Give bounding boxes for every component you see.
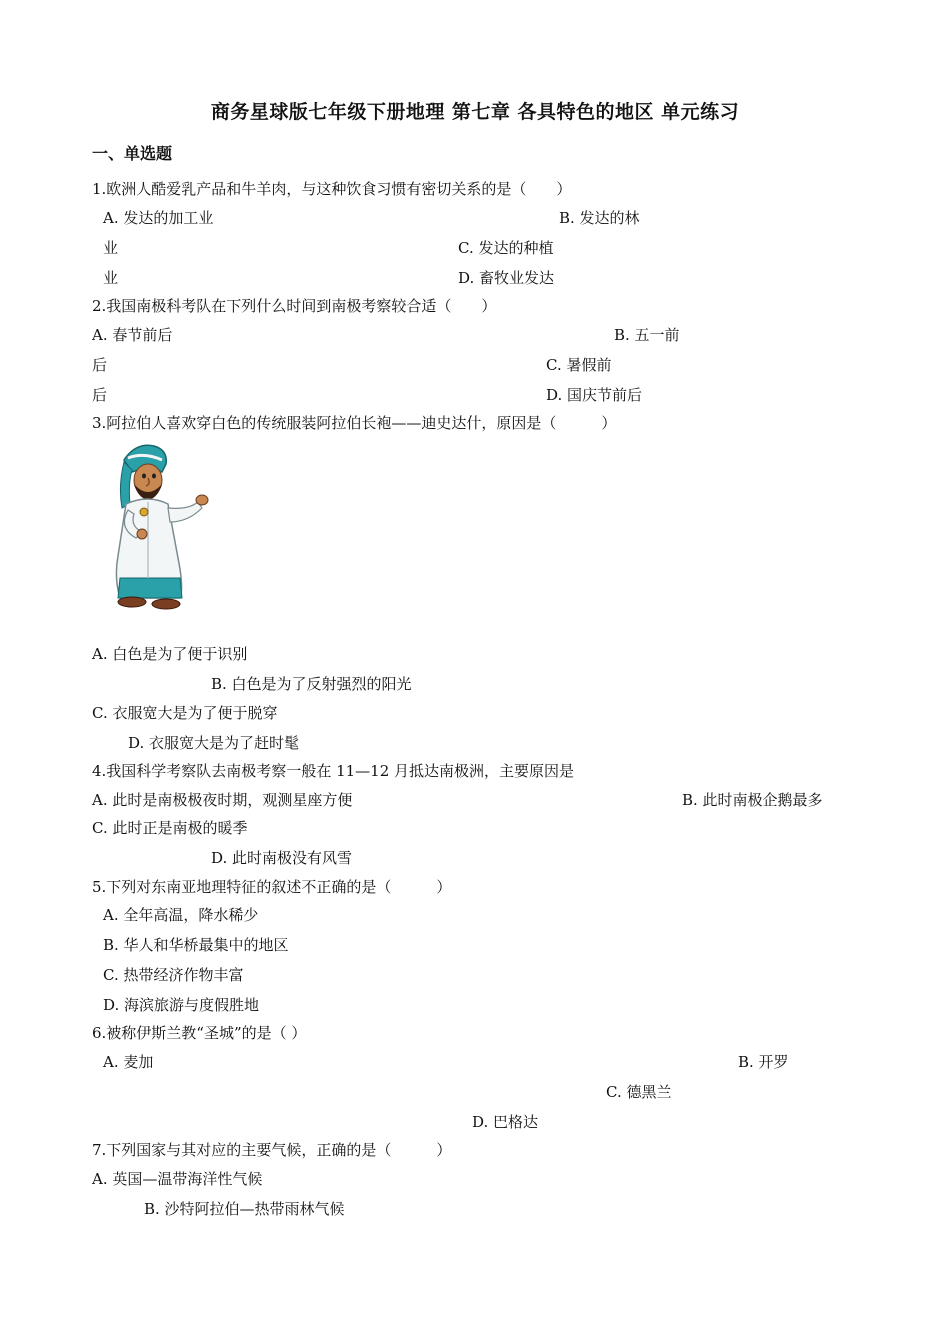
question-1-option-b: B. 发达的林 [559,209,640,227]
question-4-stem: 4.我国科学考察队去南极考察一般在 11—12 月抵达南极洲，主要原因是 [92,762,575,780]
question-4-option-b: B. 此时南极企鹅最多 [682,791,823,809]
question-1-option-b-wrap: 业 [103,239,119,257]
question-4-option-a: A. 此时是南极极夜时期，观测星座方便 [92,791,353,809]
question-1-option-c-wrap: 业 [103,269,119,287]
question-5-option-d: D. 海滨旅游与度假胜地 [103,996,260,1014]
question-3-option-b: B. 白色是为了反射强烈的阳光 [211,675,412,693]
question-6-option-a: A. 麦加 [103,1053,154,1071]
question-3-option-a: A. 白色是为了便于识别 [92,645,248,663]
question-7-stem: 7.下列国家与其对应的主要气候，正确的是（ ） [92,1141,452,1159]
question-5-option-b: B. 华人和华桥最集中的地区 [103,936,289,954]
question-6-option-d: D. 巴格达 [472,1113,539,1131]
page-title: 商务星球版七年级下册地理 第七章 各具特色的地区 单元练习 [210,101,740,123]
question-2-option-c: C. 暑假前 [546,356,612,374]
question-3-option-c: C. 衣服宽大是为了便于脱穿 [92,704,278,722]
question-5-stem: 5.下列对东南亚地理特征的叙述不正确的是（ ） [92,878,452,896]
arab-man-illustration [88,438,218,613]
question-2-option-d: D. 国庆节前后 [546,386,643,404]
question-2-stem: 2.我国南极科考队在下列什么时间到南极考察较合适（ ） [92,297,497,315]
question-1-stem: 1.欧洲人酷爱乳产品和牛羊肉，与这种饮食习惯有密切关系的是（ ） [92,180,572,198]
question-6-option-c: C. 德黑兰 [606,1083,672,1101]
question-5-option-a: A. 全年高温，降水稀少 [103,906,259,924]
question-6-stem: 6.被称伊斯兰教“圣城”的是（ ） [92,1024,307,1042]
question-3-stem: 3.阿拉伯人喜欢穿白色的传统服装阿拉伯长袍——迪史达什，原因是（ ） [92,414,617,432]
question-5-option-c: C. 热带经济作物丰富 [103,966,244,984]
question-2-option-a: A. 春节前后 [92,326,173,344]
question-2-option-b: B. 五一前 [614,326,680,344]
question-7-option-b: B. 沙特阿拉伯—热带雨林气候 [144,1200,345,1218]
question-1-option-a: A. 发达的加工业 [103,209,214,227]
question-3-option-d: D. 衣服宽大是为了赶时髦 [128,734,300,752]
question-1-option-d: D. 畜牧业发达 [458,269,555,287]
question-6-option-b: B. 开罗 [738,1053,789,1071]
question-2-option-c-wrap: 后 [92,386,108,404]
question-4-option-d: D. 此时南极没有风雪 [211,849,353,867]
question-2-option-b-wrap: 后 [92,356,108,374]
section-heading: 一、单选题 [92,144,173,163]
question-7-option-a: A. 英国—温带海洋性气候 [92,1170,263,1188]
question-1-option-c: C. 发达的种植 [458,239,554,257]
question-4-option-c: C. 此时正是南极的暖季 [92,819,248,837]
